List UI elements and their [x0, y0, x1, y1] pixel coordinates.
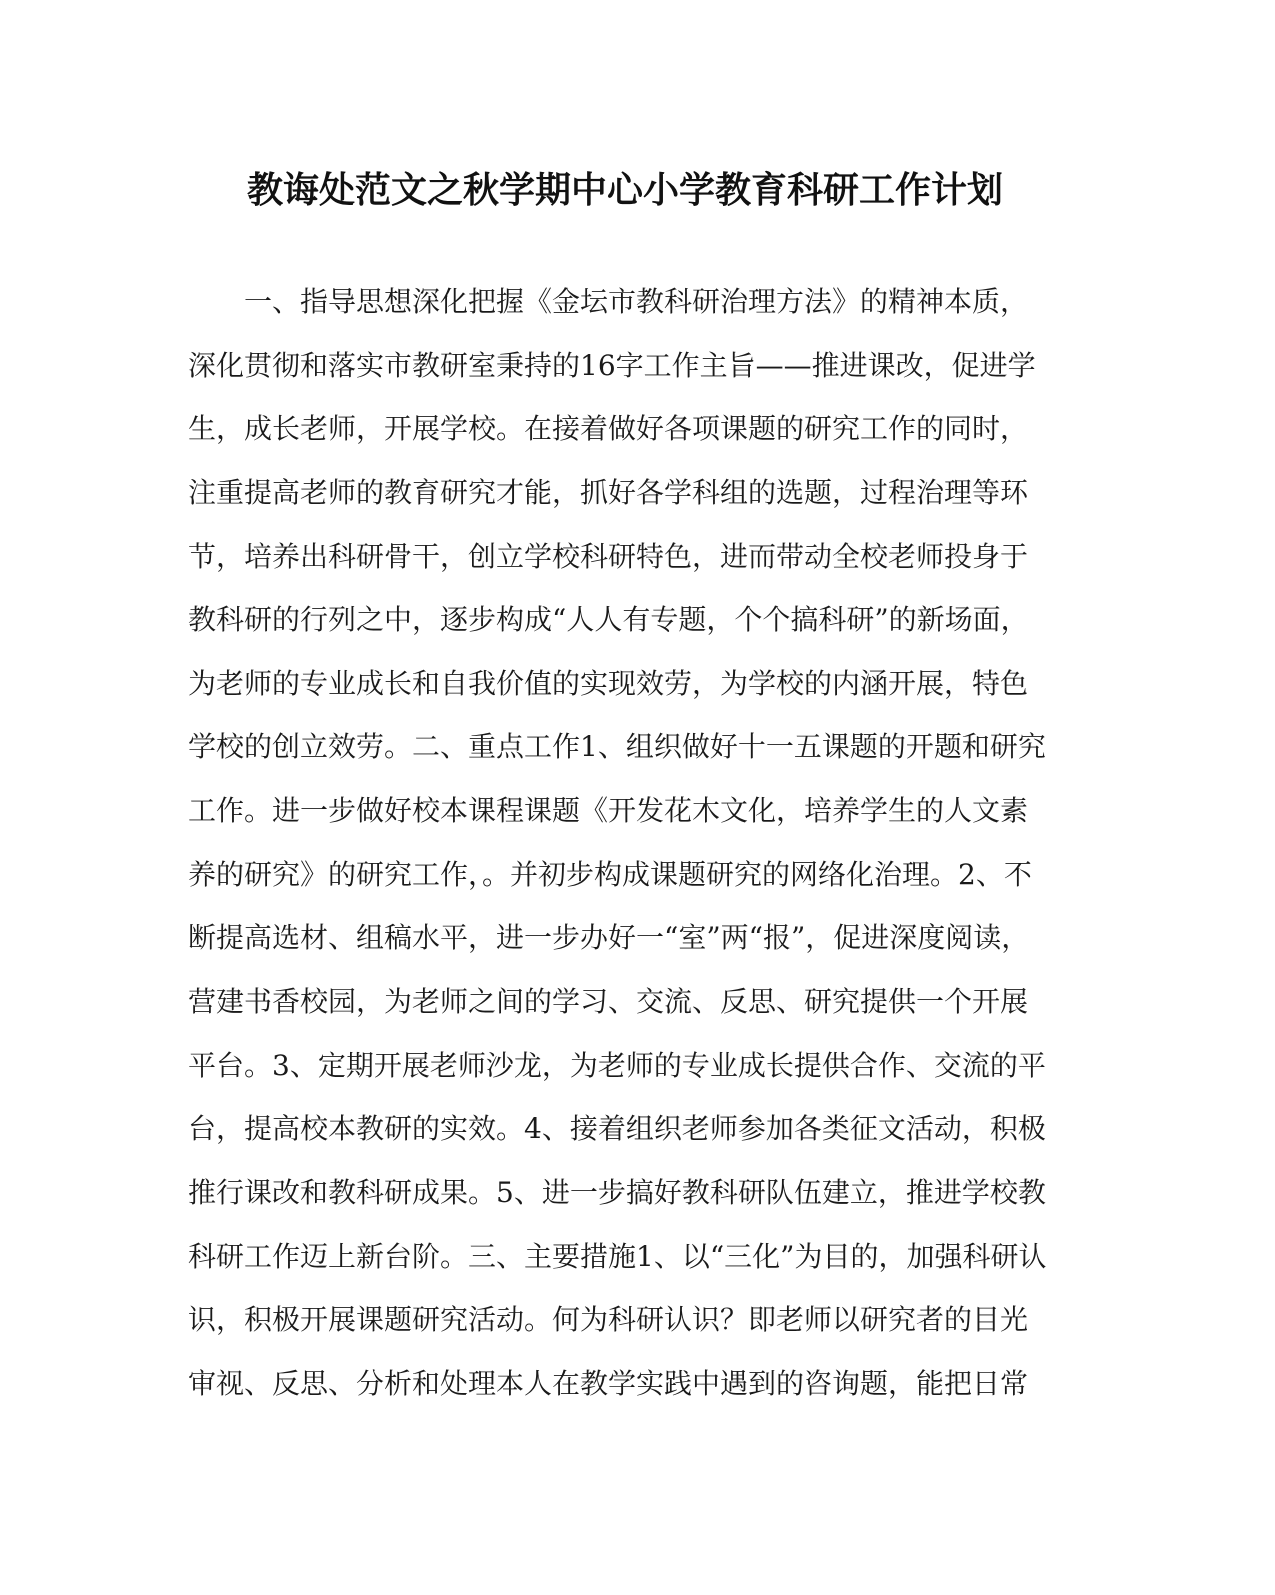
- body-line: 台，提高校本教研的实效。4、接着组织老师参加各类征文活动，积极: [188, 1112, 1046, 1146]
- body-line: 推行课改和教科研成果。5、进一步搞好教科研队伍建立，推进学校教: [188, 1175, 1046, 1209]
- body-line: 节，培养出科研骨干，创立学校科研特色，进而带动全校老师投身于: [188, 539, 1029, 573]
- body-line: 审视、反思、分析和处理本人在教学实践中遇到的咨询题，能把日常: [188, 1366, 1029, 1400]
- body-line: 识，积极开展课题研究活动。何为科研认识？即老师以研究者的目光: [188, 1303, 1029, 1337]
- body-line: 学校的创立效劳。二、重点工作1、组织做好十一五课题的开题和研究: [188, 730, 1046, 764]
- body-line: 平台。3、定期开展老师沙龙，为老师的专业成长提供合作、交流的平: [188, 1048, 1046, 1082]
- body-line: 注重提高老师的教育研究才能，抓好各学科组的选题，过程治理等环: [188, 475, 1029, 509]
- body-line: 养的研究》的研究工作，。并初步构成课题研究的网络化治理。2、不: [188, 857, 1032, 891]
- document-title: 教诲处范文之秋学期中心小学教育科研工作计划: [246, 169, 1003, 211]
- body-line: 为老师的专业成长和自我价值的实现效劳，为学校的内涵开展，特色: [188, 666, 1029, 700]
- document-body: [188, 270, 1068, 1416]
- body-line: 工作。进一步做好校本课程课题《开发花木文化，培养学生的人文素: [188, 794, 1029, 828]
- body-line: 科研工作迈上新台阶。三、主要措施1、以“三化”为目的，加强科研认: [188, 1239, 1047, 1273]
- body-line: 生，成长老师，开展学校。在接着做好各项课题的研究工作的同时，: [188, 412, 1029, 446]
- body-line: 营建书香校园，为老师之间的学习、交流、反思、研究提供一个开展: [188, 985, 1029, 1019]
- body-line: 深化贯彻和落实市教研室秉持的16字工作主旨——推进课改，促进学: [188, 348, 1036, 382]
- body-line: 一、指导思想深化把握《金坛市教科研治理方法》的精神本质，: [244, 285, 1029, 318]
- body-line: 断提高选材、组稿水平，进一步办好一“室”两“报”，促进深度阅读，: [188, 921, 1030, 955]
- body-line: 教科研的行列之中，逐步构成“人人有专题，个个搞科研”的新场面，: [188, 603, 1029, 637]
